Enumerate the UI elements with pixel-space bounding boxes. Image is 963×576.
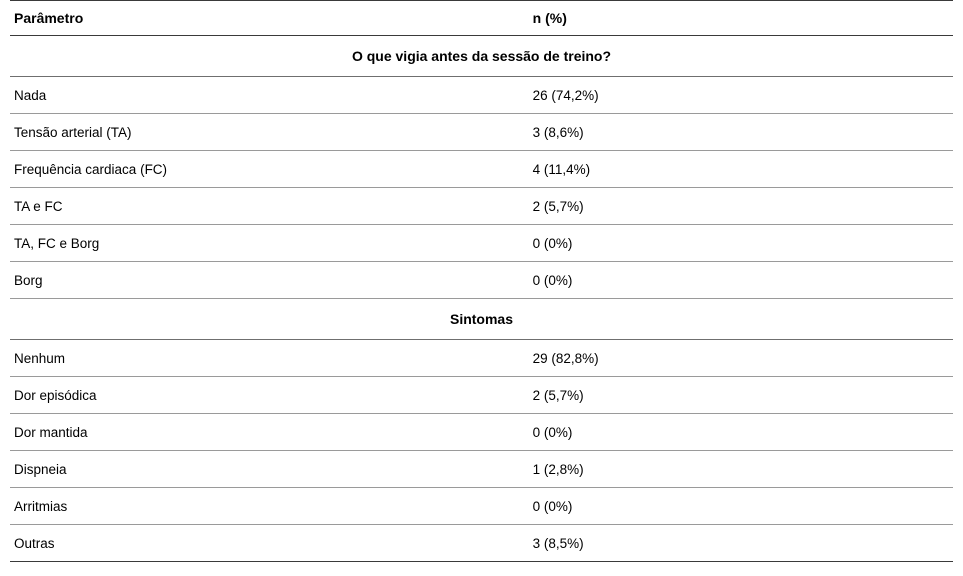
parameters-table bbox=[10, 0, 953, 562]
row-parameter: Frequência cardiaca (FC) bbox=[10, 151, 529, 188]
row-parameter: Nenhum bbox=[10, 340, 529, 377]
row-value: 4 (11,4%) bbox=[529, 151, 953, 188]
row-parameter: Dispneia bbox=[10, 451, 529, 488]
row-value: 0 (0%) bbox=[529, 414, 953, 451]
row-parameter: Arritmias bbox=[10, 488, 529, 525]
row-parameter: Nada bbox=[10, 77, 529, 114]
row-value: 1 (2,8%) bbox=[529, 451, 953, 488]
table-row bbox=[10, 262, 953, 299]
row-parameter: Dor mantida bbox=[10, 414, 529, 451]
table-row bbox=[10, 114, 953, 151]
row-value: 26 (74,2%) bbox=[529, 77, 953, 114]
row-parameter: Dor episódica bbox=[10, 377, 529, 414]
row-value: 29 (82,8%) bbox=[529, 340, 953, 377]
section-title: Sintomas bbox=[10, 299, 953, 340]
section-header-row bbox=[10, 36, 953, 77]
row-value: 0 (0%) bbox=[529, 488, 953, 525]
table-row bbox=[10, 188, 953, 225]
row-parameter: Outras bbox=[10, 525, 529, 562]
table-row bbox=[10, 414, 953, 451]
row-value: 3 (8,5%) bbox=[529, 525, 953, 562]
table-row bbox=[10, 525, 953, 562]
table-row bbox=[10, 77, 953, 114]
row-value: 2 (5,7%) bbox=[529, 188, 953, 225]
section-header-row bbox=[10, 299, 953, 340]
column-header-parameter: Parâmetro bbox=[10, 1, 529, 36]
table-row bbox=[10, 451, 953, 488]
table-body bbox=[10, 36, 953, 562]
row-parameter: Tensão arterial (TA) bbox=[10, 114, 529, 151]
table-row bbox=[10, 151, 953, 188]
table-row bbox=[10, 225, 953, 262]
table-head bbox=[10, 1, 953, 36]
row-value: 3 (8,6%) bbox=[529, 114, 953, 151]
table-row bbox=[10, 340, 953, 377]
row-parameter: Borg bbox=[10, 262, 529, 299]
table-header-row bbox=[10, 1, 953, 36]
row-parameter: TA, FC e Borg bbox=[10, 225, 529, 262]
row-value: 2 (5,7%) bbox=[529, 377, 953, 414]
table-row bbox=[10, 377, 953, 414]
row-parameter: TA e FC bbox=[10, 188, 529, 225]
table-row bbox=[10, 488, 953, 525]
row-value: 0 (0%) bbox=[529, 225, 953, 262]
column-header-count: n (%) bbox=[529, 1, 953, 36]
row-value: 0 (0%) bbox=[529, 262, 953, 299]
section-title: O que vigia antes da sessão de treino? bbox=[10, 36, 953, 77]
